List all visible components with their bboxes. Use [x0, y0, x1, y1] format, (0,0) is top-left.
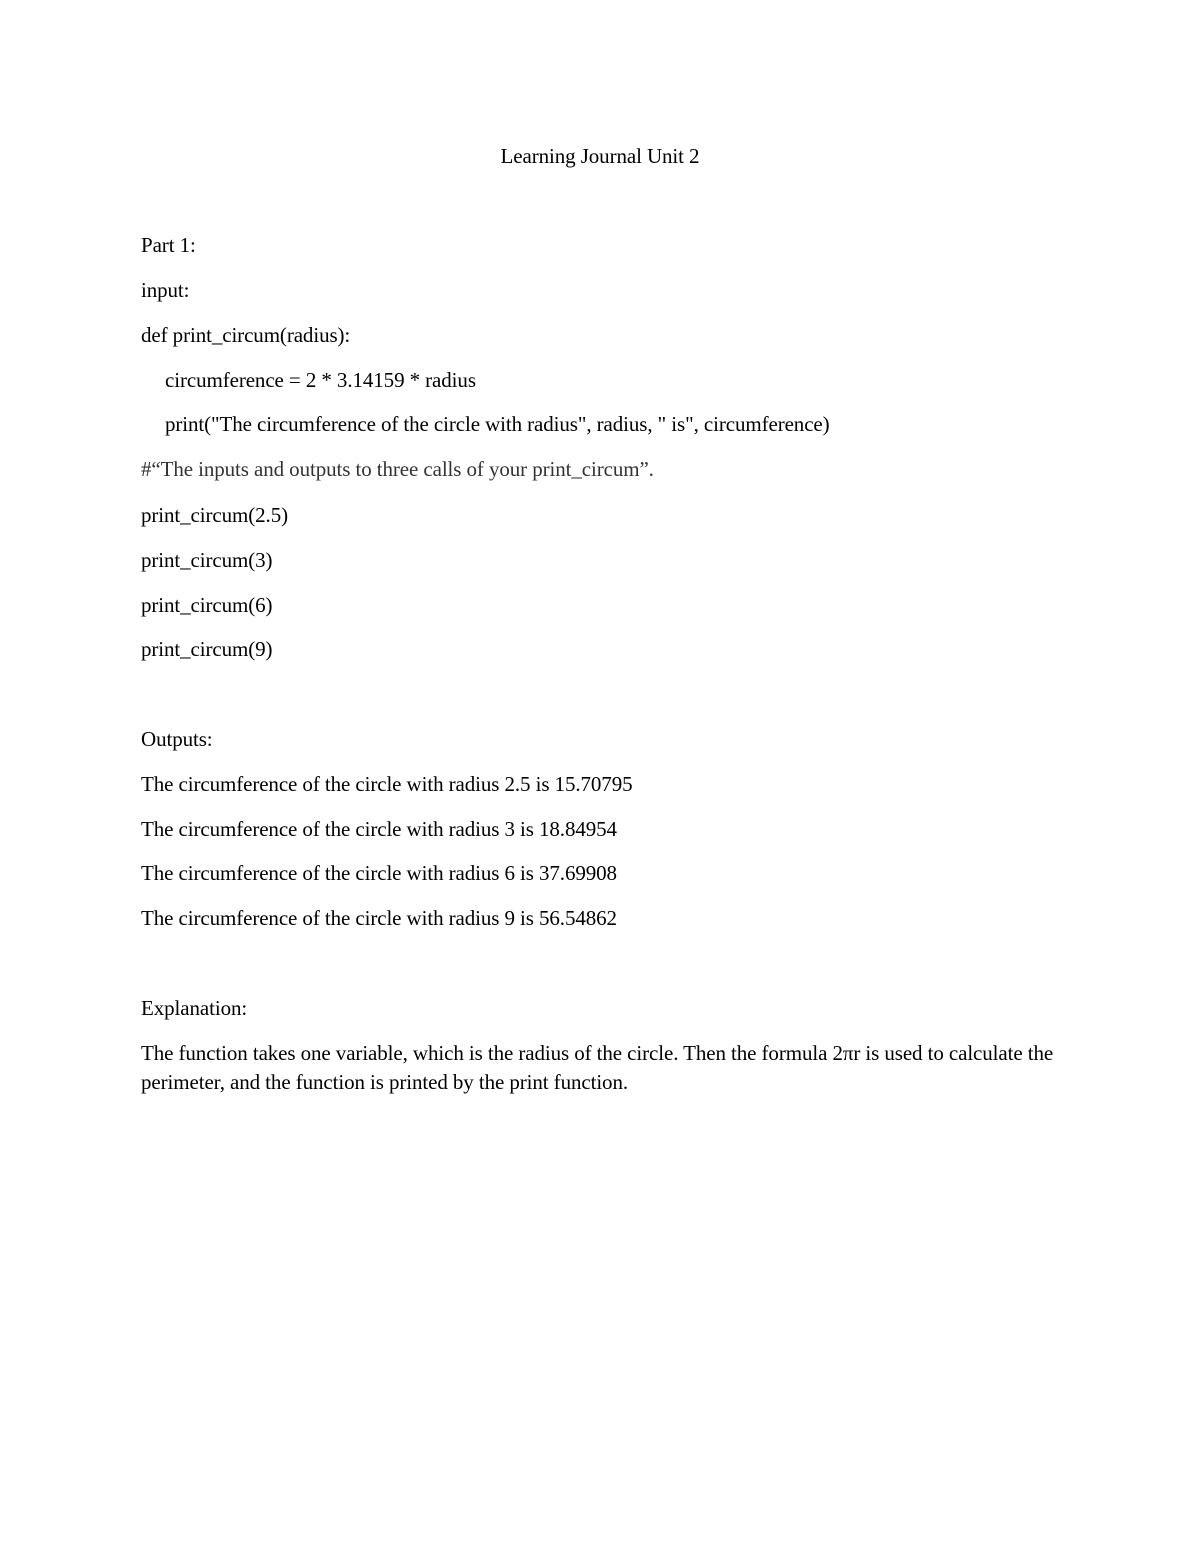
output-line: The circumference of the circle with radius 2.5 is 15.70795 — [141, 772, 633, 796]
outputs-label: Outputs: — [141, 727, 213, 751]
explanation-paragraph: The function takes one variable, which is the radius of the circle. Then the formula 2πr is used to calculate the perimeter, and the function is printed by the print function. — [141, 1041, 1054, 1094]
code-def-line: def print_circum(radius): — [141, 323, 351, 347]
code-call-line: print_circum(6) — [141, 593, 273, 617]
input-label: input: — [141, 278, 190, 302]
code-body-line: circumference = 2 * 3.14159 * radius — [165, 368, 476, 392]
output-line: The circumference of the circle with radius 3 is 18.84954 — [141, 817, 617, 841]
output-line: The circumference of the circle with radius 6 is 37.69908 — [141, 861, 617, 885]
code-call-line: print_circum(9) — [141, 637, 273, 661]
code-comment-line: #“The inputs and outputs to three calls of your print_circum”. — [141, 457, 654, 481]
output-line: The circumference of the circle with radius 9 is 56.54862 — [141, 906, 617, 930]
code-call-line: print_circum(2.5) — [141, 503, 289, 527]
explanation-label: Explanation: — [141, 996, 248, 1020]
part-heading: Part 1: — [141, 233, 196, 257]
code-call-line: print_circum(3) — [141, 548, 273, 572]
document-title: Learning Journal Unit 2 — [500, 144, 700, 168]
code-body-line: print("The circumference of the circle with radius", radius, " is", circumference) — [165, 412, 830, 436]
